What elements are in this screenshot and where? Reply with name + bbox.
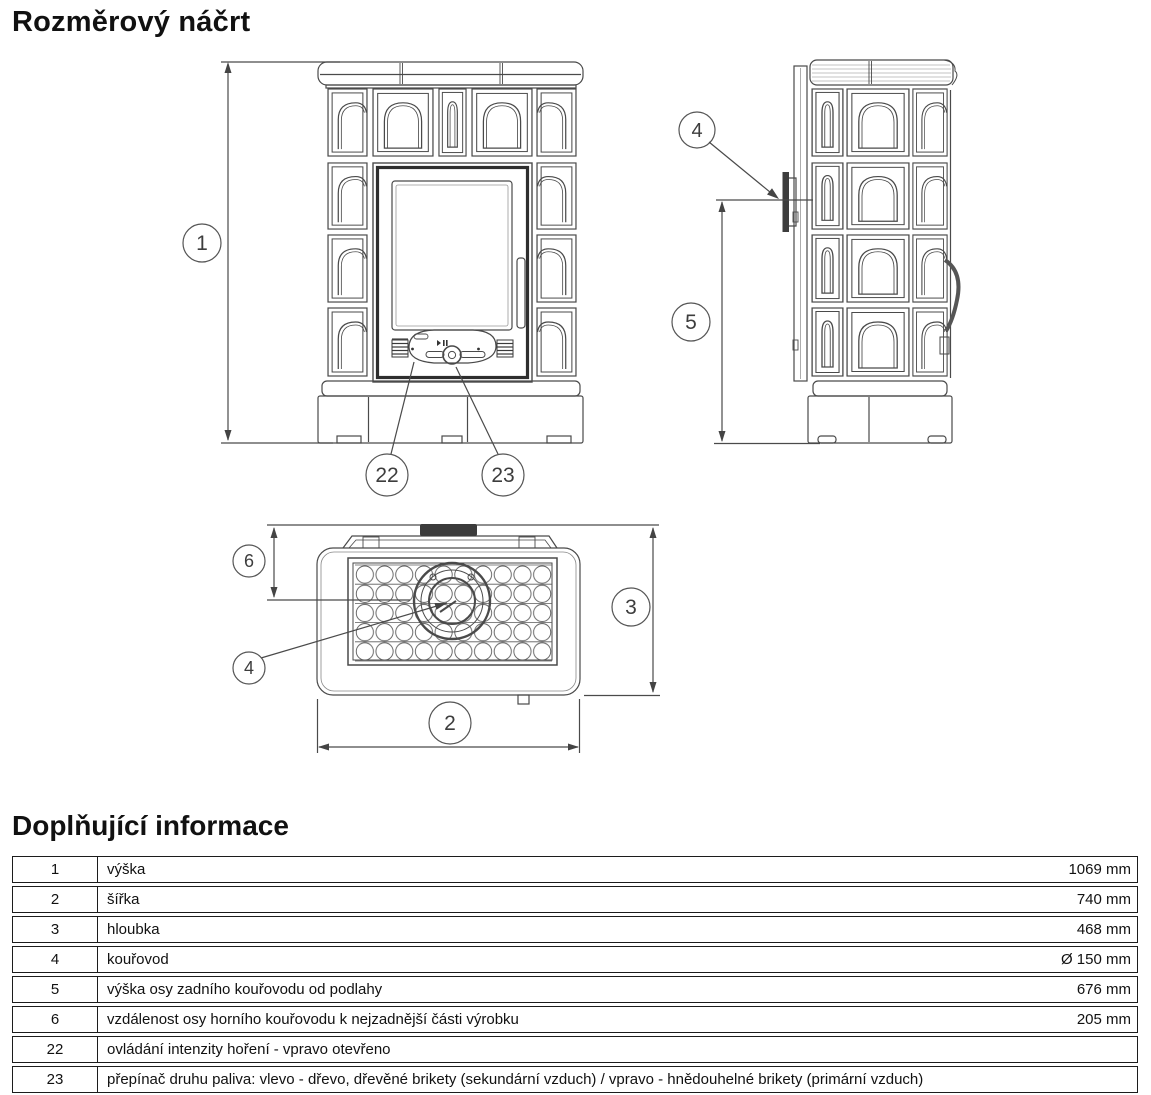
row-label: šířka: [107, 891, 140, 908]
door-handle: [517, 258, 525, 328]
side-view-drawing: [672, 60, 959, 444]
table-row: [12, 856, 1138, 883]
side-door-handle: [940, 260, 959, 354]
table-row: [12, 916, 1138, 943]
air-control-grille-left: [392, 340, 408, 357]
leader-4-side: [709, 142, 776, 197]
stove-door: [373, 163, 532, 382]
front-crown: [318, 62, 583, 88]
front-base: [318, 381, 583, 443]
row-number: 2: [13, 887, 98, 912]
row-number: 3: [13, 917, 98, 942]
top-view-drawing: [233, 524, 660, 753]
side-crown: [810, 60, 957, 85]
row-value: 1069 mm: [1068, 861, 1131, 878]
table-row: [12, 1036, 1138, 1063]
control-panel: [392, 330, 513, 364]
row-value: Ø 150 mm: [1060, 951, 1131, 968]
front-tiles: [328, 89, 576, 376]
row-label: přepínač druhu paliva: vlevo - dřevo, dřevěné brikety (sekundární vzduch) / vpravo - hnědouhelné brikety (primární vzduch): [107, 1071, 924, 1088]
top-rear-stub: [518, 695, 529, 704]
side-tiles: [812, 89, 947, 376]
callout-22-label: 22: [375, 464, 399, 487]
row-number: 5: [13, 977, 98, 1002]
row-value: 676 mm: [1076, 981, 1131, 998]
row-label: vzdálenost osy horního kouřovodu k nejzadnější části výrobku: [107, 1011, 519, 1028]
row-label: ovládání intenzity hoření - vpravo otevřeno: [107, 1041, 391, 1058]
dimension-flue-height: [714, 200, 820, 444]
fuel-selector-knob: [443, 346, 461, 364]
callout-3-label: 3: [625, 596, 637, 619]
row-label: hloubka: [107, 921, 160, 938]
side-base: [808, 381, 952, 443]
callout-1-label: 1: [196, 232, 208, 255]
row-number: 1: [13, 857, 98, 882]
table-row: [12, 1006, 1138, 1033]
top-flue-cap: [420, 524, 477, 536]
table-row: [12, 1066, 1138, 1093]
row-value: 205 mm: [1076, 1011, 1131, 1028]
callout-6-label: 6: [243, 551, 255, 571]
row-number: 4: [13, 947, 98, 972]
row-label: výška: [107, 861, 146, 878]
table-row: [12, 976, 1138, 1003]
info-table: [12, 856, 1138, 1095]
row-value: 740 mm: [1076, 891, 1131, 908]
info-section-title: Doplňující informace: [12, 810, 289, 841]
row-label: kouřovod: [107, 951, 169, 968]
callout-2-label: 2: [444, 712, 456, 735]
air-control-grille-right: [497, 340, 513, 357]
page-title: Rozměrový náčrt: [12, 6, 251, 38]
front-view-drawing: [183, 62, 583, 496]
table-row: [12, 886, 1138, 913]
top-grille: [348, 558, 557, 665]
callout-5-label: 5: [685, 311, 697, 334]
callout-4-top-label: 4: [243, 658, 255, 678]
top-back-plate: [343, 536, 557, 548]
flue-outlet: [783, 172, 790, 232]
callout-4-side-label: 4: [691, 120, 703, 142]
table-row: [12, 946, 1138, 973]
leader-22: [391, 362, 414, 454]
row-value: 468 mm: [1076, 921, 1131, 938]
row-number: 23: [13, 1067, 98, 1092]
callout-23-label: 23: [491, 464, 515, 487]
row-label: výška osy zadního kouřovodu od podlahy: [107, 981, 383, 998]
flame-symbol-icon: [437, 340, 441, 346]
row-number: 6: [13, 1007, 98, 1032]
row-number: 22: [13, 1037, 98, 1062]
